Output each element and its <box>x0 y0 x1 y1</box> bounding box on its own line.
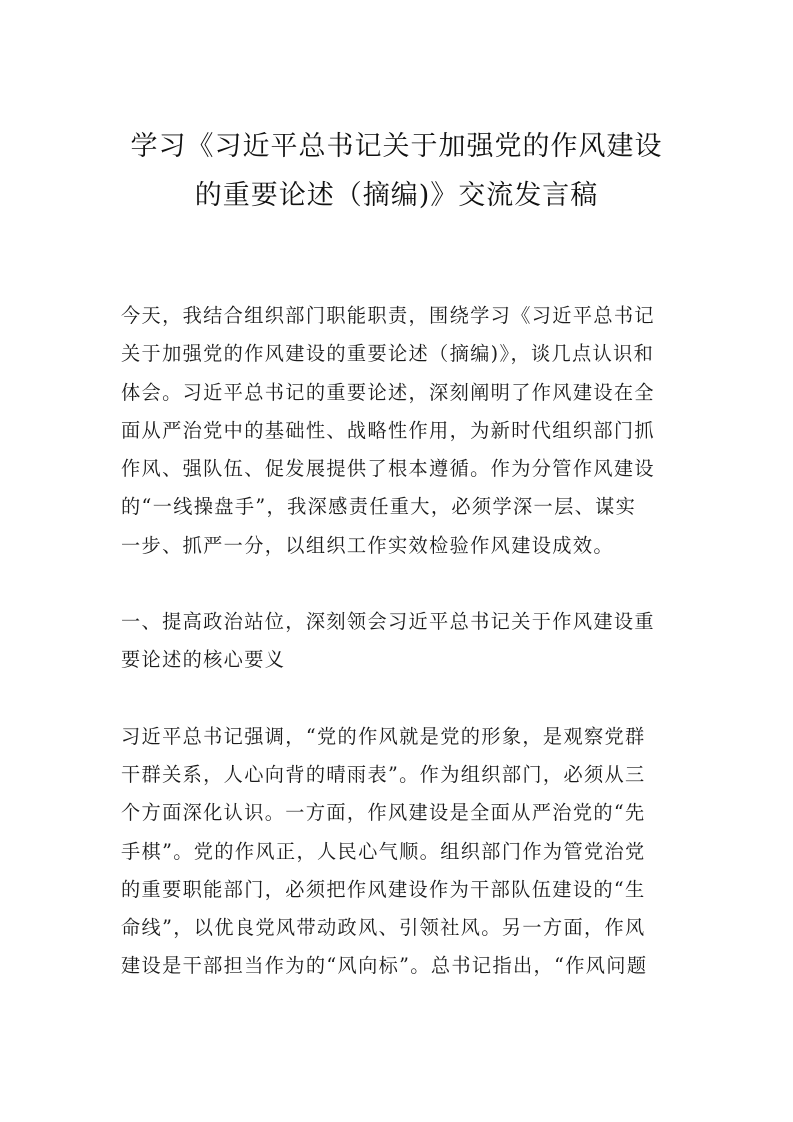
paragraph-line: 的“一线操盘手”，我深感责任重大，必须学深一层、谋实 <box>121 495 637 519</box>
paragraph-line: 作风、强队伍、促发展提供了根本遵循。作为分管作风建设 <box>121 457 655 481</box>
paragraph-line: 手棋”。党的作风正，人民心气顺。组织部门作为管党治党 <box>121 839 646 863</box>
paragraph-line: 今天，我结合组织部门职能职责，围绕学习《习近平总书记 <box>121 304 655 327</box>
paragraph-line: 面从严治党中的基础性、战略性作用，为新时代组织部门抓 <box>121 418 655 442</box>
section-body-paragraph <box>121 718 672 986</box>
paragraph-line: 习近平总书记强调，“党的作风就是党的形象，是观察党群 <box>121 724 646 748</box>
paragraph-line: 一步、抓严一分，以组织工作实效检验作风建设成效。 <box>121 533 614 557</box>
paragraph-line: 建设是干部担当作为的“风向标”。总书记指出，“作风问题 <box>121 954 648 978</box>
paragraph-line: 的重要职能部门，必须把作风建设作为干部队伍建设的“生 <box>121 877 646 901</box>
paragraph-line: 关于加强党的作风建设的重要论述（摘编)》，谈几点认识和 <box>121 342 655 366</box>
paragraph-line: 个方面深化认识。一方面，作风建设是全面从严治党的“先 <box>121 801 646 825</box>
paragraph-line: 干群关系，人心向背的晴雨表”。作为组织部门，必须从三 <box>121 762 646 786</box>
paragraph-line: 体会。习近平总书记的重要论述，深刻阐明了作风建设在全 <box>121 380 655 404</box>
paragraph-line: 命线”，以优良党风带动政风、引领社风。另一方面，作风 <box>121 916 646 940</box>
section-heading <box>121 603 672 680</box>
heading-line: 一、提高政治站位，深刻领会习近平总书记关于作风建设重 <box>121 610 655 634</box>
heading-line: 要论述的核心要义 <box>121 648 286 672</box>
title-line: 的重要论述（摘编)》交流发言稿 <box>194 180 599 211</box>
document-title <box>121 122 672 220</box>
intro-paragraph <box>121 297 672 565</box>
title-line: 学习《习近平总书记关于加强党的作风建设 <box>130 131 663 162</box>
